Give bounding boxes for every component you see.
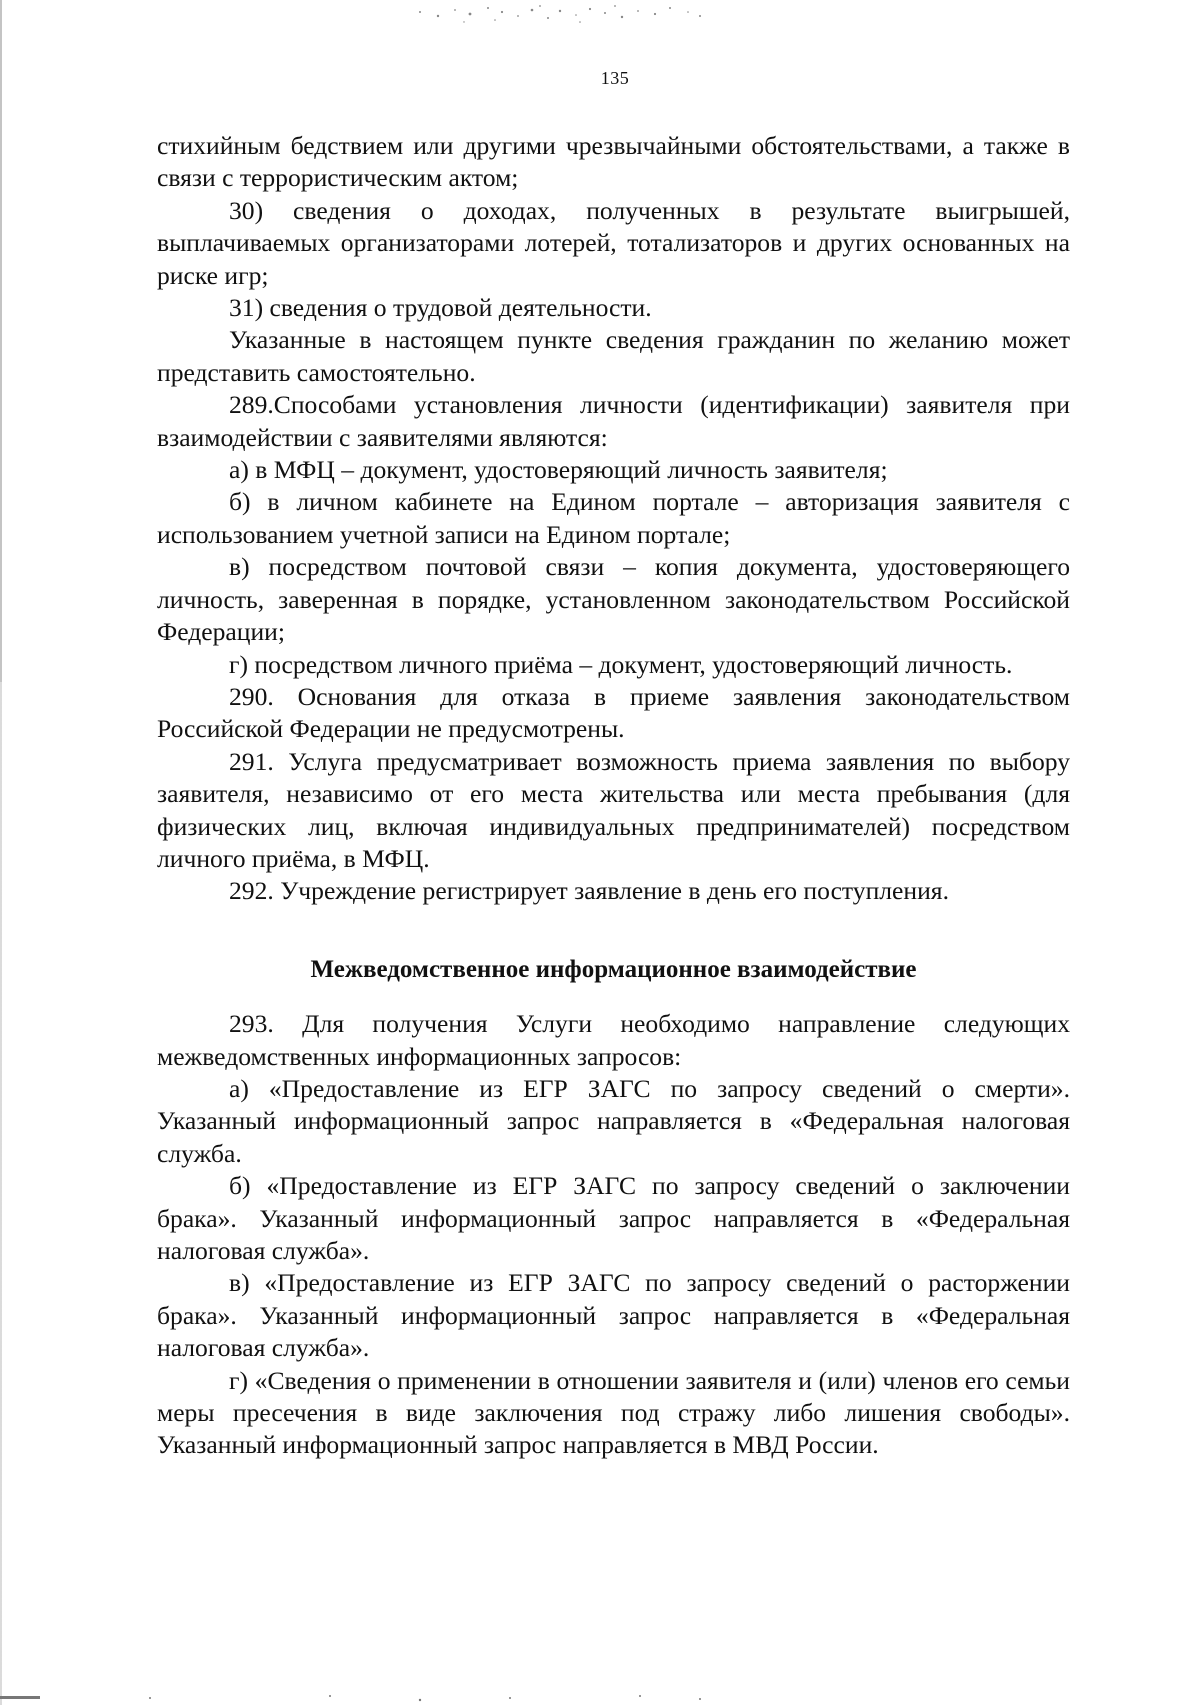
paragraph: в) посредством почтовой связи – копия документа, удостоверяющего личность, заверенная в порядке, установленном законодательством Российской Федерации;: [157, 552, 1070, 647]
paragraph: 290. Основания для отказа в приеме заявления законодательством Российской Федерации не предусмотрены.: [157, 681, 1070, 744]
paragraph: 291. Услуга предусматривает возможность приема заявления по выбору заявителя, независимо от его места жительства или места пребывания (для физических лиц, включая индивидуальных предпринимателей) посредством личного приёма, в МФЦ.: [157, 746, 1070, 873]
paragraph: стихийным бедствием или другими чрезвычайными обстоятельствами, а также в связи с террористическим актом;: [157, 131, 1070, 193]
paragraph: 292. Учреждение регистрирует заявление в день его поступления.: [229, 876, 949, 906]
scan-noise-bottom: [0, 1690, 1200, 1705]
paragraph: г) «Сведения о применении в отношении заявителя и (или) членов его семьи меры пресечения в виде заключения под стражу либо лишения свободы». Указанный информационный запрос направляется в МВД России.: [157, 1365, 1070, 1460]
paragraph: 293. Для получения Услуги необходимо направление следующих межведомственных информационных запросов:: [157, 1009, 1070, 1071]
paragraph: 289.Способами установления личности (идентификации) заявителя при взаимодействии с заявителями являются:: [157, 390, 1070, 452]
scan-noise-top: [400, 2, 730, 30]
paragraph: г) посредством личного приёма – документ, удостоверяющий личность.: [229, 649, 1013, 679]
scan-edge-line: [0, 0, 2, 1705]
paragraph: 31) сведения о трудовой деятельности.: [229, 293, 652, 323]
paragraph: 30) сведения о доходах, полученных в результате выигрышей, выплачиваемых организаторами лотерей, тотализаторов и других основанных на риске игр;: [157, 195, 1070, 290]
paragraph: а) «Предоставление из ЕГР ЗАГС по запросу сведений о смерти». Указанный информационный запрос направляется в «Федеральная налоговая служба.: [157, 1073, 1070, 1168]
paragraph: в) «Предоставление из ЕГР ЗАГС по запросу сведений о расторжении брака». Указанный информационный запрос направляется в «Федеральная налоговая служба».: [157, 1268, 1070, 1363]
page-number: 135: [600, 68, 630, 88]
paragraph: б) в личном кабинете на Едином портале – авторизация заявителя с использованием учетной записи на Едином портале;: [157, 487, 1070, 549]
paragraph: б) «Предоставление из ЕГР ЗАГС по запросу сведений о заключении брака». Указанный информационный запрос направляется в «Федеральная налоговая служба».: [157, 1171, 1070, 1265]
paragraph: Указанные в настоящем пункте сведения гражданин по желанию может представить самостоятельно.: [157, 325, 1070, 387]
section-heading: Межведомственное информационное взаимодействие: [310, 955, 917, 983]
document-body: [157, 130, 1070, 1462]
paragraph: а) в МФЦ – документ, удостоверяющий личность заявителя;: [229, 455, 888, 485]
